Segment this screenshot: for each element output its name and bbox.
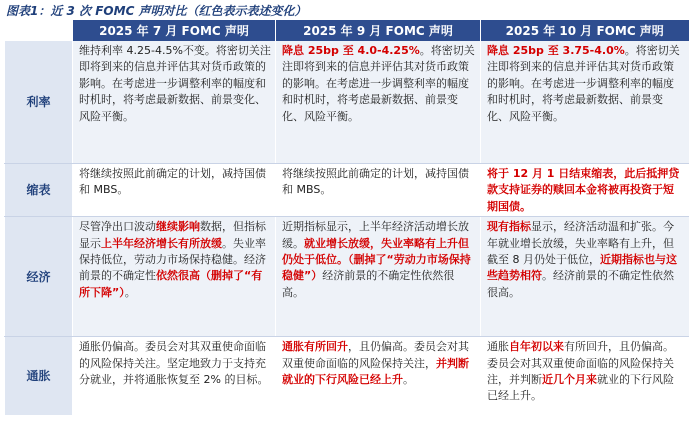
changed-text: 降息 25bp 至 4.0-4.25% <box>282 44 420 57</box>
statement-text: 。 <box>124 285 136 299</box>
economy-oct-cell <box>481 217 689 337</box>
statement-text: 将继续按照此前确定的计划，减持国债和 MBS。 <box>282 167 469 197</box>
row-label-inflation: 通胀 <box>5 337 73 416</box>
economy-sep-cell <box>276 217 481 337</box>
figure-caption: 图表1：近 3 次 FOMC 声明对比（红色表示表述变化） <box>6 4 307 18</box>
statement-text: 显示，经济活动温和扩张。今年就业增长放缓，失业率略有上升，但截至 8 月仍处于低位， <box>487 220 674 267</box>
statement-text: 就业的下行风险已经上升。 <box>487 373 674 403</box>
statement-text: ，且仍偏高。委员会对其双重使命面临的风险保持关注， <box>282 340 469 370</box>
changed-text: 上半年经济增长有所放缓 <box>101 236 222 250</box>
economy-jul-cell <box>73 217 276 337</box>
header-row <box>5 20 689 41</box>
rate-sep-cell <box>276 41 481 164</box>
statement-text: 经济前景的不确定性依然很高。 <box>282 269 455 299</box>
statement-text: 。经济前景的不确定性依然很高。 <box>487 269 674 299</box>
row-label-qt: 缩表 <box>5 164 73 217</box>
statement-text: 有所回升，且仍偏高。委员会对其双重使命面临的风险保持关注，并判断 <box>487 340 674 387</box>
inflation-oct-cell <box>481 337 689 416</box>
statement-text: 尽管净出口波动 <box>79 220 156 234</box>
changed-text: 将于 12 月 1 日结束缩表，此后抵押贷款支持证券的赎回本金将被再投资于短期国债。 <box>487 167 680 213</box>
statement-text: 通胀 <box>487 340 509 354</box>
changed-text: 并判断就业的下行风险已经上升 <box>282 356 469 387</box>
statement-text: 通胀仍偏高。委员会对其双重使命面临的风险保持关注。坚定地致力于支持充分就业，并将通胀恢复至 2% 的目标。 <box>79 340 269 387</box>
rate-jul-cell <box>73 41 276 164</box>
qt-sep-cell <box>276 164 481 217</box>
statement-text: 数据，但指标显示 <box>79 220 266 250</box>
qt-oct-cell <box>481 164 689 217</box>
changed-text: 降息 25bp 至 3.75-4.0% <box>487 44 625 57</box>
changed-text: 通胀有所回升 <box>282 340 348 354</box>
statement-text: 。将密切关注即将到来的信息并评估其对货币政策的影响。在考虑进一步调整利率的幅度和时机时，将考虑最新数据、前景变化、风险平衡。 <box>487 44 680 123</box>
statement-text: 将继续按照此前确定的计划，减持国债和 MBS。 <box>79 167 266 197</box>
statement-text: 近期指标显示，上半年经济活动增长放缓。 <box>282 220 469 250</box>
changed-text: 自年初以来 <box>509 340 564 354</box>
statement-text: 维持利率 4.25-4.5%不变。将密切关注即将到来的信息并评估其对货币政策的影响。在考虑进一步调整利率的幅度和时机时，将考虑最新数据、前景变化、风险平衡。 <box>79 44 271 123</box>
row-label-economy: 经济 <box>5 217 73 337</box>
rate-oct-cell <box>481 41 689 164</box>
statement-text: 。失业率保持低位，劳动力市场保持稳健。经济前景的不确定性 <box>79 236 266 283</box>
qt-jul-cell <box>73 164 276 217</box>
col-header-sep: 2025 年 9 月 FOMC 声明 <box>276 20 481 41</box>
col-header-oct: 2025 年 10 月 FOMC 声明 <box>481 20 689 41</box>
changed-text: 近期指标也与这些趋势相符 <box>487 253 677 283</box>
col-header-jul: 2025 年 7 月 FOMC 声明 <box>73 20 276 41</box>
statement-text: 。 <box>403 373 414 387</box>
statement-text: 。将密切关注即将到来的信息并评估其对货币政策的影响。在考虑进一步调整利率的幅度和时机时，将考虑最新数据、前景变化、风险平衡。 <box>282 44 475 123</box>
fomc-comparison-table <box>4 20 689 415</box>
corner-cell <box>5 20 73 41</box>
changed-text: 现有指标 <box>487 220 531 234</box>
table-row <box>5 41 689 164</box>
table-row <box>5 164 689 217</box>
row-label-rate: 利率 <box>5 41 73 164</box>
inflation-jul-cell <box>73 337 276 416</box>
changed-text: 近几个月来 <box>542 373 597 387</box>
changed-text: 继续影响 <box>156 220 200 234</box>
table-row <box>5 337 689 416</box>
changed-text: 就业增长放缓，失业率略有上升但仍处于低位。（删掉了“劳动力市场保持稳健”） <box>282 236 471 283</box>
inflation-sep-cell <box>276 337 481 416</box>
changed-text: 依然很高（删掉了“有所下降”） <box>79 269 263 299</box>
table-row <box>5 217 689 337</box>
